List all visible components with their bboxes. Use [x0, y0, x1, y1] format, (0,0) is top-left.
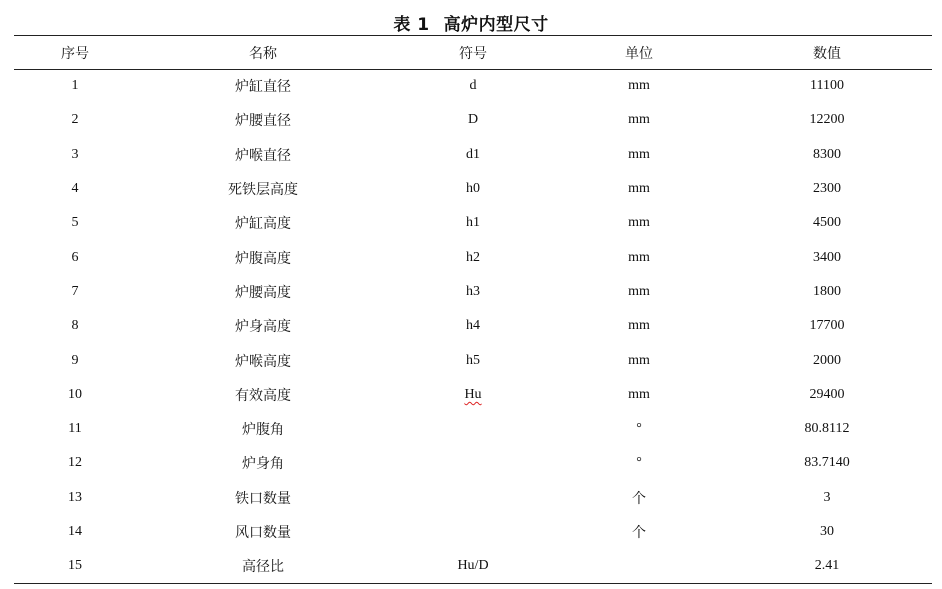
- row-name-text: 炉腰高度: [235, 284, 291, 301]
- row-value: [722, 343, 932, 377]
- table-row: [14, 549, 932, 583]
- row-unit-text: mm: [628, 181, 650, 197]
- row-symbol: [390, 275, 556, 309]
- row-no-text: 12: [68, 455, 82, 471]
- row-value: [722, 549, 932, 583]
- row-name: [136, 172, 390, 206]
- table-caption: [0, 10, 942, 35]
- table-row: [14, 412, 932, 446]
- row-no: [14, 309, 136, 343]
- row-value: [722, 515, 932, 549]
- row-value: [722, 206, 932, 240]
- row-name: [136, 481, 390, 515]
- row-unit: [556, 378, 722, 412]
- row-symbol-text: d: [469, 78, 477, 94]
- row-symbol-text: h0: [466, 181, 480, 197]
- row-symbol-text: D: [467, 112, 479, 128]
- row-unit: [556, 343, 722, 377]
- caption-label: 表 1: [393, 15, 430, 35]
- row-value: [722, 412, 932, 446]
- row-name-text: 有效高度: [235, 387, 291, 404]
- row-name: [136, 412, 390, 446]
- row-unit: [556, 275, 722, 309]
- row-unit: [556, 103, 722, 137]
- table-row: [14, 343, 932, 377]
- row-no: [14, 515, 136, 549]
- row-value: [722, 172, 932, 206]
- table-row: [14, 69, 932, 103]
- row-value-text: 12200: [809, 112, 845, 128]
- row-value-text: 29400: [809, 386, 845, 402]
- row-no: [14, 446, 136, 480]
- row-name-text: 炉腹角: [242, 422, 284, 439]
- row-symbol-text: d1: [466, 146, 480, 162]
- row-no-text: 6: [71, 249, 79, 265]
- row-name: [136, 446, 390, 480]
- row-value: [722, 103, 932, 137]
- row-no: [14, 275, 136, 309]
- row-symbol: [390, 172, 556, 206]
- row-name-text: 炉喉直径: [235, 147, 291, 164]
- row-name: [136, 275, 390, 309]
- row-name-text: 炉腰直径: [235, 113, 291, 130]
- row-value-text: 17700: [809, 318, 845, 334]
- row-no: [14, 412, 136, 446]
- row-name: [136, 549, 390, 583]
- row-no: [14, 206, 136, 240]
- table-row: [14, 309, 932, 343]
- row-name-text: 炉喉高度: [235, 353, 291, 370]
- row-name: [136, 206, 390, 240]
- table-row: [14, 172, 932, 206]
- row-no-text: 3: [71, 146, 79, 162]
- row-symbol: [390, 309, 556, 343]
- row-symbol-text: h3: [466, 283, 480, 299]
- row-unit-text: 个: [632, 525, 646, 541]
- row-unit-text: mm: [628, 352, 650, 368]
- row-unit: [556, 138, 722, 172]
- row-value-text: 2300: [813, 181, 841, 197]
- header-no: 序号: [61, 45, 89, 62]
- row-unit-text: °: [636, 421, 642, 437]
- row-name-text: 高径比: [242, 559, 284, 576]
- table-row: [14, 515, 932, 549]
- row-value-text: 11100: [810, 78, 844, 94]
- row-unit-text: °: [636, 455, 642, 471]
- row-value: [722, 378, 932, 412]
- row-no-text: 4: [71, 181, 79, 197]
- table-row: [14, 446, 932, 480]
- row-name: [136, 103, 390, 137]
- row-unit: [556, 481, 722, 515]
- row-name-text: 炉缸高度: [235, 216, 291, 233]
- row-value-text: 2000: [813, 352, 841, 368]
- row-name: [136, 378, 390, 412]
- row-symbol-text: Hu: [464, 386, 482, 402]
- row-no-text: 10: [68, 386, 82, 402]
- row-name: [136, 515, 390, 549]
- row-name-text: 铁口数量: [235, 490, 291, 507]
- row-name-text: 炉身角: [242, 456, 284, 473]
- table-row: [14, 206, 932, 240]
- row-symbol: [390, 240, 556, 274]
- row-unit-text: mm: [628, 249, 650, 265]
- row-symbol: [390, 343, 556, 377]
- row-unit-text: mm: [628, 215, 650, 231]
- row-unit-text: mm: [628, 386, 650, 402]
- row-no-text: 14: [68, 524, 82, 539]
- row-no-text: 11: [68, 421, 82, 437]
- row-unit: [556, 549, 722, 583]
- row-value: [722, 240, 932, 274]
- row-name-text: 炉腹高度: [235, 250, 291, 267]
- row-unit-text: mm: [628, 283, 650, 299]
- table-row: [14, 275, 932, 309]
- row-no-text: 8: [71, 318, 79, 334]
- row-unit-text: mm: [628, 146, 650, 162]
- row-unit: [556, 515, 722, 549]
- row-symbol: [390, 515, 556, 549]
- row-symbol: [390, 103, 556, 137]
- row-symbol: [390, 206, 556, 240]
- row-value: [722, 481, 932, 515]
- row-symbol: [390, 69, 556, 103]
- row-no-text: 1: [71, 78, 79, 94]
- row-value-text: 1800: [813, 283, 841, 299]
- row-no: [14, 103, 136, 137]
- row-unit: [556, 412, 722, 446]
- row-no: [14, 172, 136, 206]
- row-no: [14, 549, 136, 583]
- row-value: [722, 446, 932, 480]
- row-name: [136, 309, 390, 343]
- row-value-text: 4500: [813, 215, 841, 231]
- row-unit-text: mm: [628, 78, 650, 94]
- row-name: [136, 343, 390, 377]
- header-unit: 单位: [625, 45, 653, 62]
- row-symbol-text: Hu/D: [457, 558, 489, 574]
- row-unit: [556, 309, 722, 343]
- row-unit: [556, 69, 722, 103]
- row-symbol: [390, 549, 556, 583]
- header-row: [14, 36, 932, 69]
- row-name-text: 炉缸直径: [235, 79, 291, 96]
- row-symbol: [390, 138, 556, 172]
- row-no-text: 7: [71, 283, 79, 299]
- row-value-text: 3: [823, 489, 831, 505]
- row-symbol: [390, 412, 556, 446]
- row-no-text: 9: [71, 352, 79, 368]
- row-no-text: 15: [68, 558, 82, 574]
- row-symbol-text: h5: [466, 352, 480, 368]
- row-no-text: 5: [71, 215, 79, 231]
- row-value-text: 80.8112: [804, 421, 850, 437]
- row-unit-text: mm: [628, 318, 650, 334]
- row-symbol: [390, 481, 556, 515]
- row-symbol-text: h4: [466, 318, 480, 334]
- row-name: [136, 240, 390, 274]
- row-symbol: [390, 378, 556, 412]
- row-name-text: 死铁层高度: [228, 182, 298, 199]
- row-value: [722, 138, 932, 172]
- row-no-text: 2: [71, 112, 79, 128]
- row-name: [136, 138, 390, 172]
- row-symbol-text: h1: [466, 215, 480, 231]
- table-row: [14, 481, 932, 515]
- row-value-text: 30: [820, 524, 834, 539]
- row-value: [722, 275, 932, 309]
- row-value: [722, 309, 932, 343]
- header-value: 数值: [813, 45, 841, 62]
- row-no: [14, 240, 136, 274]
- row-no-text: 13: [68, 489, 82, 505]
- row-value: [722, 69, 932, 103]
- row-symbol: [390, 446, 556, 480]
- row-value-text: 3400: [813, 249, 841, 265]
- row-value-text: 2.41: [814, 558, 840, 574]
- table-row: [14, 103, 932, 137]
- row-value-text: 83.7140: [804, 455, 850, 471]
- row-unit: [556, 206, 722, 240]
- row-name-text: 炉身高度: [235, 319, 291, 336]
- row-no: [14, 378, 136, 412]
- caption-title: 高炉内型尺寸: [443, 15, 549, 35]
- table-row: [14, 378, 932, 412]
- row-no: [14, 138, 136, 172]
- header-symbol: 符号: [459, 45, 487, 62]
- row-unit-text: 个: [632, 490, 646, 507]
- row-name: [136, 69, 390, 103]
- row-no: [14, 343, 136, 377]
- row-unit: [556, 446, 722, 480]
- row-symbol-text: h2: [466, 249, 480, 265]
- row-value-text: 8300: [813, 146, 841, 162]
- row-unit: [556, 172, 722, 206]
- row-unit-text: mm: [628, 112, 650, 128]
- row-unit: [556, 240, 722, 274]
- header-name: 名称: [249, 45, 277, 62]
- row-no: [14, 69, 136, 103]
- row-name-text: 风口数量: [235, 525, 291, 541]
- furnace-dimensions-table: [14, 36, 932, 583]
- row-no: [14, 481, 136, 515]
- table-row: [14, 240, 932, 274]
- table-row: [14, 138, 932, 172]
